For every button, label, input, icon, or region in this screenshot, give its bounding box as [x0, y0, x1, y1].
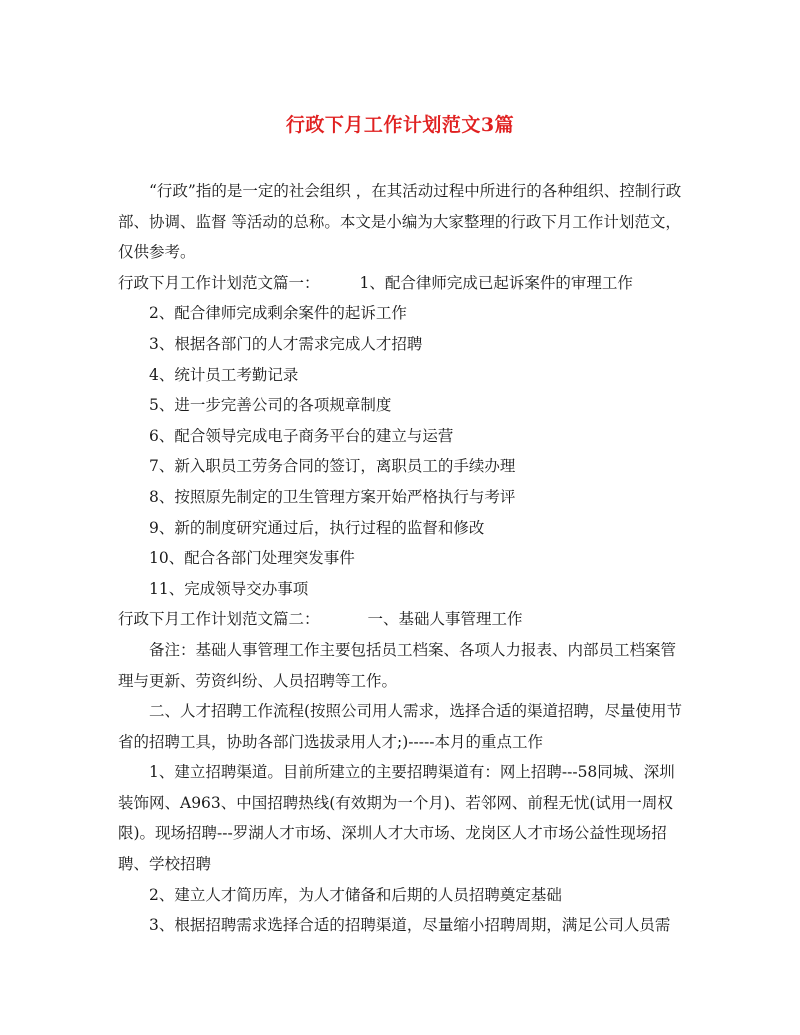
document-body: [118, 176, 688, 941]
section1-heading-line: [118, 268, 688, 299]
section1-first-item: 1、配合律师完成已起诉案件的审理工作: [359, 273, 633, 292]
list-item: 2、配合律师完成剩余案件的起诉工作: [149, 304, 407, 323]
list-item: 7、新入职员工劳务合同的签订，离职员工的手续办理: [149, 457, 516, 476]
list-item: 11、完成领导交办事项: [149, 579, 309, 598]
document-title: 行政下月工作计划范文3篇: [285, 114, 515, 136]
paragraph: 2、建立人才简历库，为人才储备和后期的人员招聘奠定基础: [149, 885, 562, 904]
list-item: 10、配合各部门处理突发事件: [149, 549, 355, 568]
list-item: 4、统计员工考勤记录: [149, 365, 299, 384]
paragraph: 备注：基础人事管理工作主要包括员工档案、各项人力报表、内部员工档案管理与更新、劳资纠纷、人员招聘等工作。: [118, 640, 677, 690]
list-item: 6、配合领导完成电子商务平台的建立与运营: [149, 426, 454, 445]
paragraph: 二、人才招聘工作流程(按照公司用人需求，选择合适的渠道招聘，尽量使用节省的招聘工具，协助各部门选拔录用人才;)-----本月的重点工作: [118, 702, 683, 751]
section2-first-item: 一、基础人事管理工作: [367, 610, 523, 629]
paragraph: 3、根据招聘需求选择合适的招聘渠道，尽量缩小招聘周期，满足公司人员需: [149, 916, 671, 935]
section2-heading-line: [118, 604, 688, 635]
list-item: 3、根据各部门的人才需求完成人才招聘: [149, 334, 423, 353]
list-item: 9、新的制度研究通过后，执行过程的监督和修改: [149, 518, 485, 537]
section1-heading: 行政下月工作计划范文篇一：: [118, 273, 320, 292]
paragraph: 1、建立招聘渠道。目前所建立的主要招聘渠道有：网上招聘---58同城、深圳装饰网、A963、中国招聘热线(有效期为一个月)、若邻网、前程无忧(试用一周权限)。现场招聘---罗湖人才市场、深圳人才大市场、龙岗区人才市场公益性现场招聘、学校招聘: [118, 763, 675, 874]
list-item: 8、按照原先制定的卫生管理方案开始严格执行与考评: [149, 487, 516, 506]
list-item: 5、进一步完善公司的各项规章制度: [149, 396, 392, 415]
intro-paragraph: “行政”指的是一定的社会组织 ，在其活动过程中所进行的各种组织、控制行政部、协调、监督 等活动的总称。本文是小编为大家整理的行政下月工作计划范文，仅供参考。: [118, 182, 682, 262]
section2-heading: 行政下月工作计划范文篇二：: [118, 610, 320, 629]
